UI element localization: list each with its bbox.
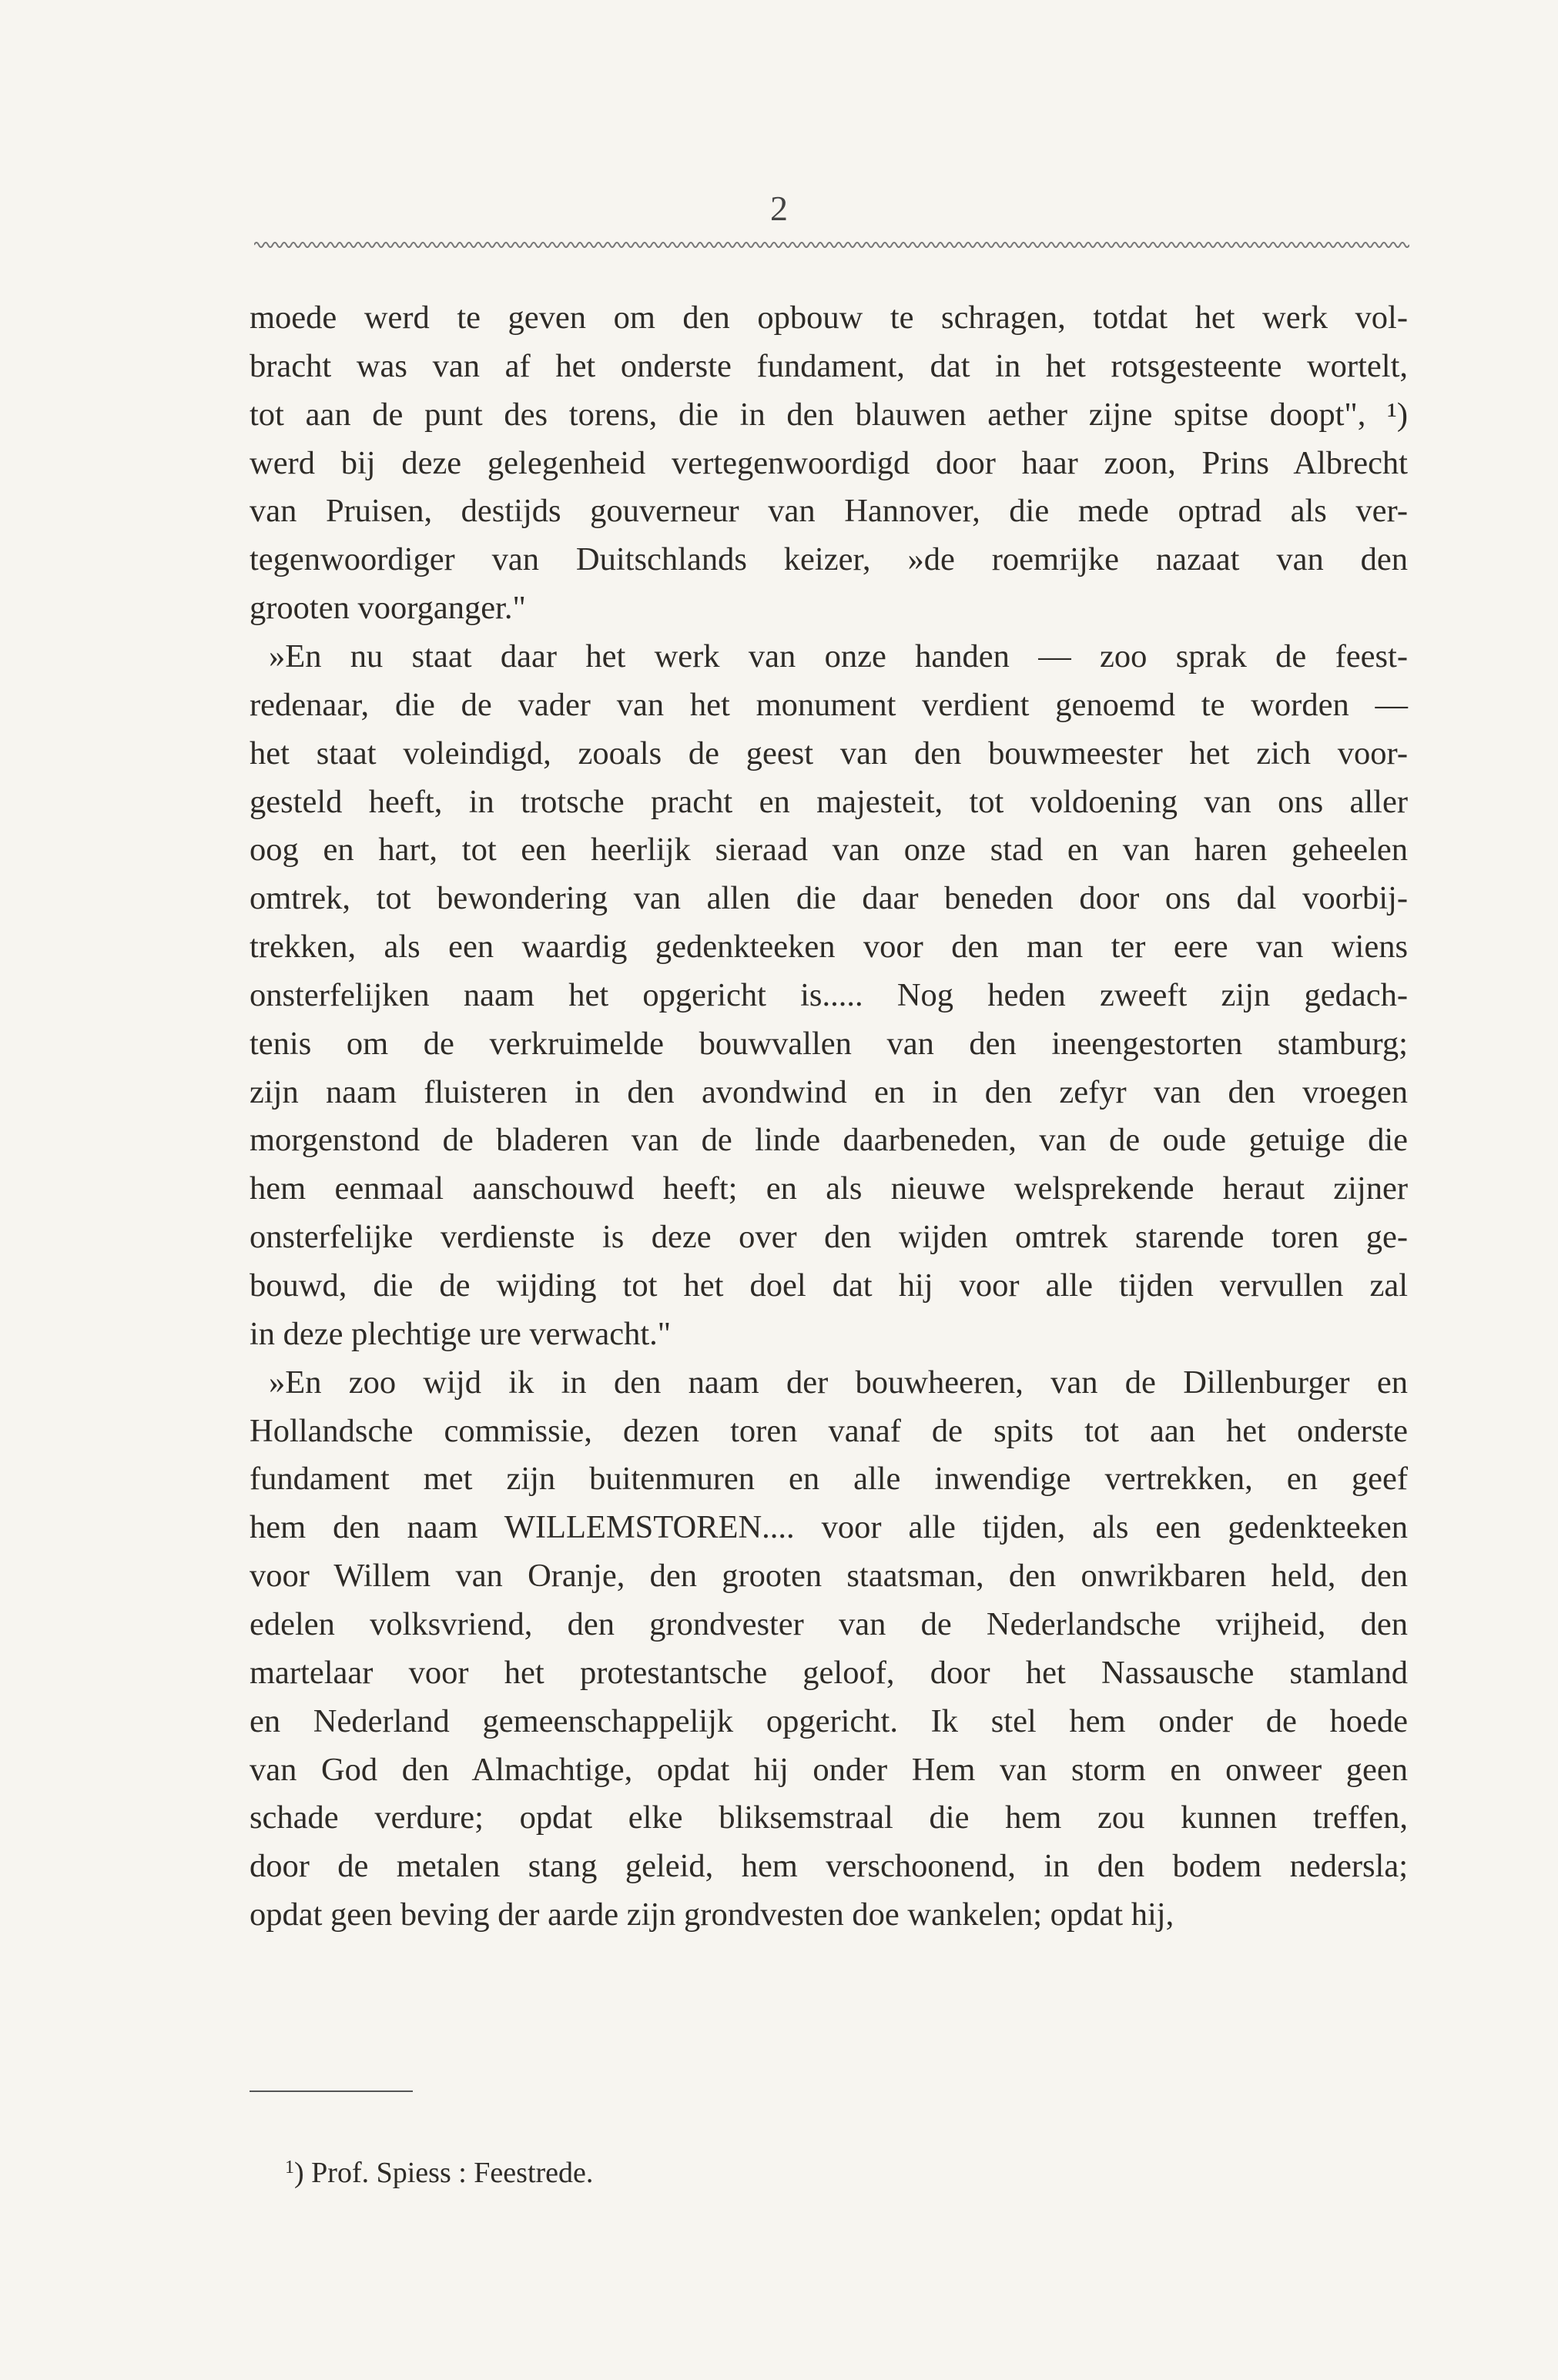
text-line: in deze plechtige ure verwacht." [250, 1315, 672, 1352]
text-line: hem eenmaal aanschouwd heeft; en als nieuwe welsprekende heraut zijner [250, 1170, 1408, 1207]
text-line: van Pruisen, destijds gouverneur van Hannover, die mede optrad als ver- [250, 493, 1408, 530]
text-line: schade verdure; opdat elke bliksemstraal die hem zou kunnen treffen, [250, 1799, 1408, 1836]
text-line: morgenstond de bladeren van de linde daarbeneden, van de oude getuige die [250, 1122, 1408, 1159]
text-line: opdat geen beving der aarde zijn grondvesten doe wankelen; opdat hij, [250, 1896, 1174, 1933]
text-line: van God den Almachtige, opdat hij onder Hem van storm en onweer geen [250, 1751, 1408, 1788]
text-line: bracht was van af het onderste fundament, dat in het rotsgesteente wortelt, [250, 347, 1408, 384]
text-line: tegenwoordiger van Duitschlands keizer, »de roemrijke nazaat van den [250, 541, 1408, 578]
text-line: door de metalen stang geleid, hem verschoonend, in den bodem nedersla; [250, 1848, 1408, 1885]
text-line: edelen volksvriend, den grondvester van de Nederlandsche vrijheid, den [250, 1605, 1408, 1642]
text-line: hem den naam WILLEMSTOREN.... voor alle tijden, als een gedenkteeken [250, 1509, 1408, 1546]
text-line: »En nu staat daar het werk van onze handen — zoo sprak de feest- [269, 638, 1408, 675]
footnote [285, 2148, 593, 2192]
text-line: onsterfelijken naam het opgericht is..... Nog heden zweeft zijn gedach- [250, 976, 1408, 1013]
footnote-marker: 1 [285, 2157, 294, 2177]
text-line: tot aan de punt des torens, die in den blauwen aether zijne spitse doopt", ¹) [250, 396, 1408, 433]
text-line: martelaar voor het protestantsche geloof, door het Nassausche stamland [250, 1654, 1408, 1691]
text-line: onsterfelijke verdienste is deze over den wijden omtrek starende toren ge- [250, 1219, 1408, 1256]
text-line: moede werd te geven om den opbouw te schragen, totdat het werk vol- [250, 300, 1408, 336]
text-line: grooten voorganger." [250, 590, 526, 627]
text-line: gesteld heeft, in trotsche pracht en majesteit, tot voldoening van ons aller [250, 783, 1408, 820]
text-line: omtrek, tot bewondering van allen die daar beneden door ons dal voorbij- [250, 880, 1408, 917]
text-line: fundament met zijn buitenmuren en alle inwendige vertrekken, en geef [250, 1461, 1408, 1498]
text-line: het staat voleindigd, zooals de geest van den bouwmeester het zich voor- [250, 735, 1408, 772]
text-line: en Nederland gemeenschappelijk opgericht. Ik stel hem onder de hoede [250, 1702, 1408, 1739]
text-line: bouwd, die de wijding tot het doel dat hij voor alle tijden vervullen zal [250, 1267, 1408, 1304]
footnote-divider [250, 2090, 413, 2092]
text-line: »En zoo wijd ik in den naam der bouwheeren, van de Dillenburger en [269, 1364, 1408, 1401]
text-line: trekken, als een waardig gedenkteeken voor den man ter eere van wiens [250, 929, 1408, 966]
text-line: zijn naam fluisteren in den avondwind en in den zefyr van den vroegen [250, 1073, 1408, 1110]
text-line: voor Willem van Oranje, den grooten staatsman, den onwrikbaren held, den [250, 1558, 1408, 1595]
text-line: werd bij deze gelegenheid vertegenwoordigd door haar zoon, Prins Albrecht [250, 444, 1408, 481]
text-line: Hollandsche commissie, dezen toren vanaf de spits tot aan het onderste [250, 1412, 1408, 1449]
footnote-text: ) Prof. Spiess : Feestrede. [294, 2157, 594, 2189]
text-line: tenis om de verkruimelde bouwvallen van den ineengestorten stamburg; [250, 1025, 1408, 1062]
wavy-rule-ornament [254, 239, 1409, 251]
page-number: 2 [770, 189, 788, 228]
text-line: oog en hart, tot een heerlijk sieraad van onze stad en van haren geheelen [250, 832, 1408, 869]
text-line: redenaar, die de vader van het monument verdient genoemd te worden — [250, 686, 1408, 723]
